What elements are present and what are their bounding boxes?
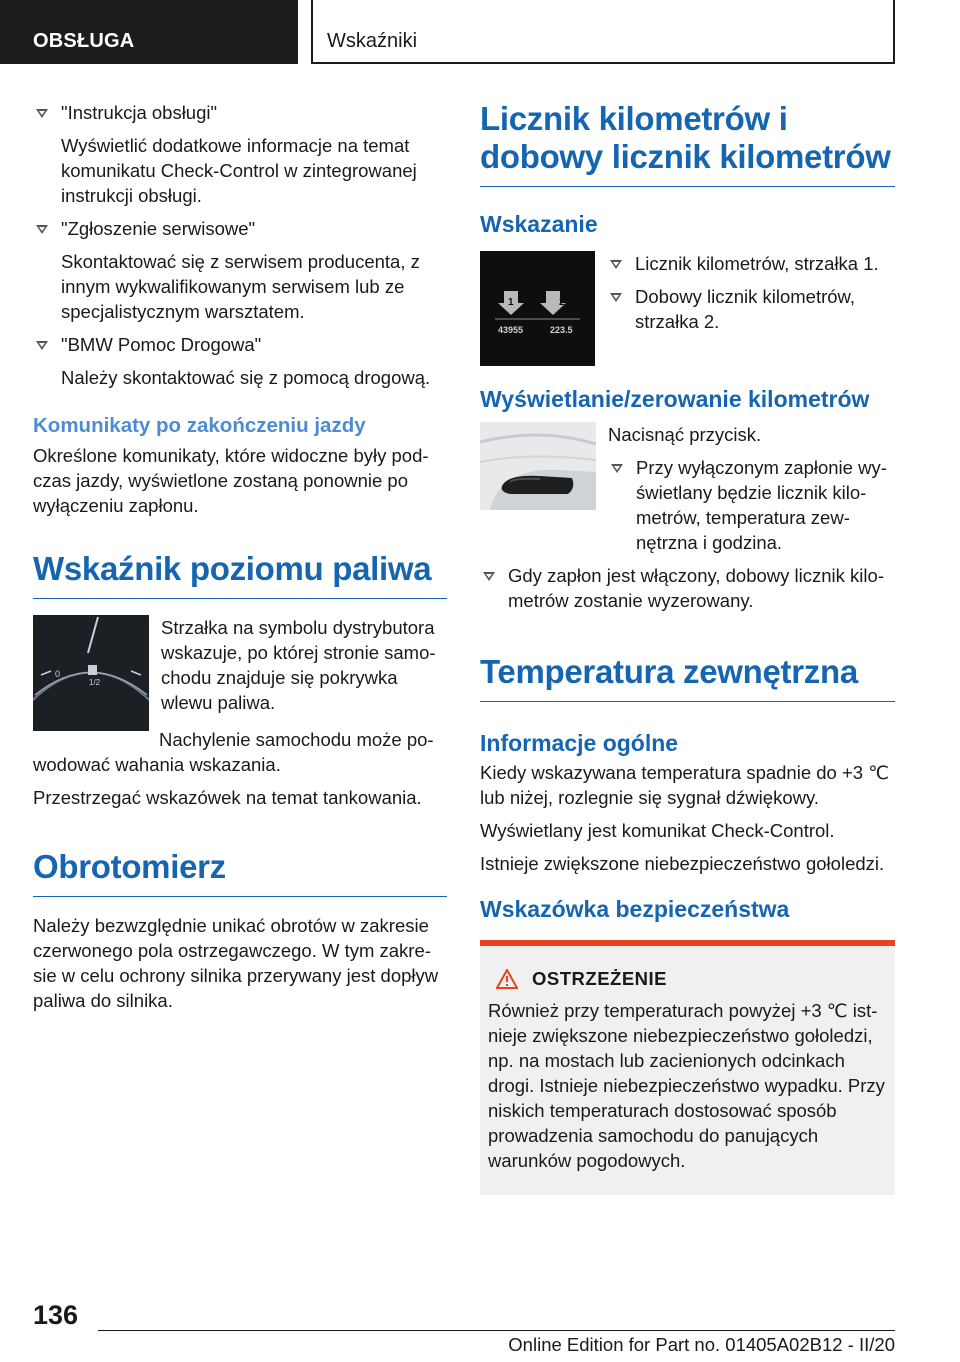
- fuel-gauge-heading: Wskaźnik poziomu paliwa: [33, 550, 447, 599]
- fuel-gauge-note: Nachylenie samochodu może powodować wahania wskazania.: [33, 729, 434, 775]
- reset-block: [480, 422, 895, 563]
- warning-text: Również przy temperaturach powyżej +3 ℃ istnieje zwiększone niebezpieczeństwo gołoledzi, np. na mostach lub zacienionych odcinkach drogi. Istnieje niebezpieczeństwo wypadku. Przy niskich temperaturach dostosować sposób prowadzenia samochodu do panujących warunków pogodowych.: [488, 1000, 885, 1171]
- triangle-bullet-icon: [610, 293, 622, 302]
- triangle-bullet-icon: [36, 341, 48, 350]
- menu-option-manual: [33, 100, 447, 125]
- odometer-illustration: [480, 251, 595, 366]
- general-info-heading: Informacje ogólne: [480, 730, 679, 756]
- check-control-text: Wyświetlany jest komunikat Check-Control.: [480, 820, 835, 841]
- reset-item-text: Gdy zapłon jest włączony, dobowy licznik kilometrów zostanie wyzerowany.: [508, 565, 884, 611]
- left-column: [33, 100, 447, 1021]
- display-heading: Wskazanie: [480, 211, 598, 237]
- end-trip-text: Określone komunikaty, które widoczne były podczas jazdy, wyświetlone zostaną ponownie po wyłączeniu zapłonu.: [33, 445, 429, 516]
- odometer-arrow-1-label: 1: [508, 297, 514, 308]
- fuel-gauge-empty-mark: 0: [55, 669, 61, 679]
- tachometer-text: Należy bezwzględnie unikać obrotów w zakresie czerwonego pola ostrzegawczego. W tym zakresie w celu ochrony silnika przerywany jest dopływ paliwa do silnika.: [33, 915, 439, 1011]
- triangle-bullet-icon: [611, 464, 623, 473]
- ice-danger-text: Istnieje zwiększone niebezpieczeństwo gołoledzi.: [480, 853, 885, 874]
- fuel-gauge-text: Strzałka na symbolu dystrybutora wskazuje, po której stronie samochodu znajduje się pokrywka wlewu paliwa.: [161, 617, 436, 713]
- reset-item-text: Przy wyłączonym zapłonie wyświetlany będzie licznik kilometrów, temperatura zewnętrzna i godzina.: [636, 457, 887, 553]
- warning-header: [488, 968, 885, 990]
- right-column: [480, 100, 895, 1195]
- odometer-arrow-2-label: 2: [559, 297, 565, 308]
- page-number: 136: [33, 1300, 79, 1330]
- triangle-bullet-icon: [610, 260, 622, 269]
- end-trip-heading: Komunikaty po zakończeniu jazdy: [33, 414, 366, 437]
- safety-note-heading: Wskazówka bezpieczeństwa: [480, 896, 790, 922]
- option-description: Należy skontaktować się z pomocą drogową.: [61, 367, 431, 388]
- odometer-heading: Licznik kilometrów i dobowy licznik kilometrów: [480, 100, 895, 187]
- triangle-bullet-icon: [483, 572, 495, 581]
- odometer-image: [480, 251, 595, 366]
- header-topic-label: Wskaźniki: [311, 0, 895, 64]
- odometer-total-value: 43955: [498, 325, 524, 335]
- triangle-bullet-icon: [36, 225, 48, 234]
- fuel-gauge-illustration: [33, 615, 149, 731]
- edition-note: Online Edition for Part no. 01405A02B12 - II/20: [508, 1334, 895, 1355]
- option-label: "Instrukcja obsługi": [61, 102, 218, 123]
- general-info-text: Kiedy wskazywana temperatura spadnie do +3 ℃ lub niżej, rozlegnie się sygnał dźwiękowy.: [480, 762, 889, 808]
- fuel-gauge-image: [33, 615, 149, 731]
- odometer-trip-value: 223.5: [550, 325, 573, 335]
- fuel-gauge-block: [33, 615, 447, 731]
- reset-item-ignition-on: [480, 563, 895, 613]
- display-item-trip: [607, 284, 895, 334]
- reset-text: Nacisnąć przycisk.: [608, 424, 762, 445]
- reset-button-image: [480, 422, 596, 510]
- warning-box: [480, 940, 895, 1195]
- display-item-text: Licznik kilometrów, strzałka 1.: [635, 253, 879, 274]
- warning-title: OSTRZEŻENIE: [532, 968, 668, 989]
- display-item-odometer: [607, 251, 895, 276]
- option-label: "Zgłoszenie serwisowe": [61, 218, 256, 239]
- menu-option-roadside: [33, 332, 447, 357]
- triangle-bullet-icon: [36, 109, 48, 118]
- tachometer-heading: Obrotomierz: [33, 848, 447, 897]
- menu-option-service-request: [33, 216, 447, 241]
- option-label: "BMW Pomoc Drogowa": [61, 334, 262, 355]
- fuel-refuel-note: Przestrzegać wskazówek na temat tankowania.: [33, 787, 422, 808]
- outside-temperature-heading: Temperatura zewnętrzna: [480, 653, 895, 702]
- reset-button-illustration: [480, 422, 596, 510]
- footer-divider: [98, 1330, 895, 1331]
- reset-item-ignition-off: [608, 455, 895, 555]
- warning-triangle-icon: [496, 969, 518, 989]
- reset-heading: Wyświetlanie/zerowanie kilometrów: [480, 386, 870, 412]
- option-description: Wyświetlić dodatkowe informacje na temat komunikatu Check-Control w zintegrowanej instrukcji obsługi.: [61, 135, 417, 206]
- fuel-gauge-half-mark: 1/2: [89, 678, 101, 687]
- display-item-text: Dobowy licznik kilometrów, strzałka 2.: [635, 286, 856, 332]
- option-description: Skontaktować się z serwisem producenta, z innym wykwalifikowanym serwisem lub ze specjalistycznym warsztatem.: [61, 251, 420, 322]
- header-section-label: OBSŁUGA: [0, 0, 298, 64]
- odometer-block: [480, 251, 895, 366]
